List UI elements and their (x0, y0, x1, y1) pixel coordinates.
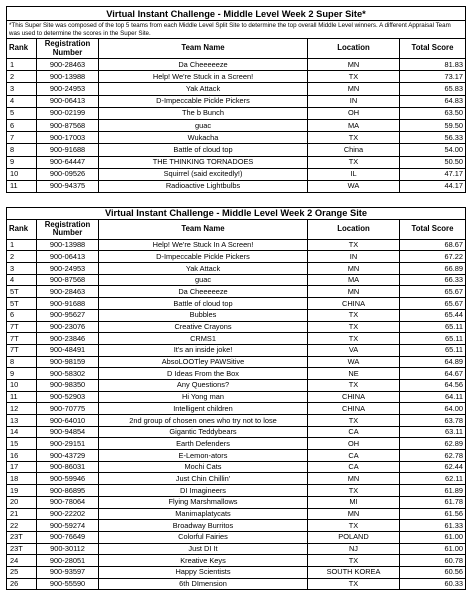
team-name-cell: Battle of cloud top (99, 298, 308, 310)
location-cell: IN (308, 95, 400, 107)
team-name-cell: CRMS1 (99, 333, 308, 345)
total-score-cell: 59.50 (400, 119, 466, 131)
team-name-cell: Da Cheeeeeze (99, 59, 308, 71)
header-row (7, 219, 466, 239)
team-name-cell: Gigantic Teddybears (99, 426, 308, 438)
registration-number-cell: 900-58302 (37, 368, 99, 380)
total-score-cell: 65.67 (400, 286, 466, 298)
total-score-cell: 64.11 (400, 391, 466, 403)
registration-number-cell: 900-24953 (37, 263, 99, 275)
rank-cell: 2 (7, 71, 37, 83)
registration-number-cell: 900-24953 (37, 83, 99, 95)
total-score-cell: 50.50 (400, 156, 466, 168)
rank-cell: 11 (7, 391, 37, 403)
team-name-cell: Earth Defenders (99, 438, 308, 450)
location-cell: MN (308, 263, 400, 275)
registration-number-cell: 900-29151 (37, 438, 99, 450)
rank-cell: 7T (7, 321, 37, 333)
team-name-cell: THE THINKING TORNADOES (99, 156, 308, 168)
table-row (7, 461, 466, 473)
table-row (7, 426, 466, 438)
registration-number-cell: 900-17003 (37, 132, 99, 144)
total-score-cell: 64.67 (400, 368, 466, 380)
total-score-cell: 67.22 (400, 251, 466, 263)
team-name-cell: Any Questions? (99, 379, 308, 391)
team-name-cell: Da Cheeeeeze (99, 286, 308, 298)
team-name-cell: Squirrel (said excitedly!) (99, 168, 308, 180)
total-score-cell: 62.44 (400, 461, 466, 473)
header-row (7, 39, 466, 59)
rank-cell: 4 (7, 95, 37, 107)
registration-number-cell: 900-70775 (37, 403, 99, 415)
registration-number-cell: 900-93597 (37, 566, 99, 578)
rank-cell: 25 (7, 566, 37, 578)
total-score-cell: 64.89 (400, 356, 466, 368)
total-score-cell: 65.11 (400, 333, 466, 345)
registration-number-cell: 900-86031 (37, 461, 99, 473)
registration-number-cell: 900-13988 (37, 71, 99, 83)
team-name-cell: Wukacha (99, 132, 308, 144)
table-row (7, 391, 466, 403)
team-name-cell: Creative Crayons (99, 321, 308, 333)
location-cell: CA (308, 450, 400, 462)
total-score-cell: 62.11 (400, 473, 466, 485)
rank-cell: 2 (7, 251, 37, 263)
location-cell: IN (308, 251, 400, 263)
team-name-cell: D Ideas From the Box (99, 368, 308, 380)
location-cell: CHINA (308, 298, 400, 310)
table-body (7, 239, 466, 590)
location-cell: TX (308, 132, 400, 144)
location-cell: POLAND (308, 531, 400, 543)
table-row (7, 144, 466, 156)
total-score-cell: 81.83 (400, 59, 466, 71)
rank-cell: 18 (7, 473, 37, 485)
total-score-cell: 63.11 (400, 426, 466, 438)
team-name-cell: Mochi Cats (99, 461, 308, 473)
total-score-cell: 61.78 (400, 496, 466, 508)
table-row (7, 450, 466, 462)
table-row (7, 508, 466, 520)
total-score-cell: 63.78 (400, 415, 466, 427)
registration-number-cell: 900-13988 (37, 239, 99, 251)
team-name-cell: Help! We're Stuck In A Screen! (99, 239, 308, 251)
registration-number-cell: 900-78064 (37, 496, 99, 508)
location-cell: TX (308, 485, 400, 497)
team-name-cell: Intelligent children (99, 403, 308, 415)
table-row (7, 251, 466, 263)
rank-cell: 20 (7, 496, 37, 508)
location-cell: MN (308, 508, 400, 520)
table-row (7, 298, 466, 310)
rank-cell: 9 (7, 368, 37, 380)
registration-number-cell: 900-94375 (37, 180, 99, 192)
location-cell: CA (308, 426, 400, 438)
registration-number-cell: 900-28463 (37, 59, 99, 71)
rank-cell: 11 (7, 180, 37, 192)
table-row (7, 156, 466, 168)
location-cell: TX (308, 309, 400, 321)
rank-cell: 1 (7, 59, 37, 71)
rank-cell: 3 (7, 263, 37, 275)
location-cell: MN (308, 473, 400, 485)
rank-cell: 7T (7, 344, 37, 356)
registration-number-cell: 900-94854 (37, 426, 99, 438)
table-row (7, 344, 466, 356)
registration-number-cell: 900-87568 (37, 274, 99, 286)
location-cell: WA (308, 356, 400, 368)
total-score-header: Total Score (400, 219, 466, 239)
rank-cell: 5T (7, 298, 37, 310)
rank-cell: 10 (7, 379, 37, 391)
team-name-cell: Colorful Fairies (99, 531, 308, 543)
table-row (7, 119, 466, 131)
rank-cell: 10 (7, 168, 37, 180)
table-row (7, 356, 466, 368)
registration-number-cell: 900-59946 (37, 473, 99, 485)
rank-cell: 15 (7, 438, 37, 450)
location-cell: China (308, 144, 400, 156)
registration-number-cell: 900-30112 (37, 543, 99, 555)
team-name-cell: The b Bunch (99, 107, 308, 119)
rank-cell: 19 (7, 485, 37, 497)
registration-number-cell: 900-23846 (37, 333, 99, 345)
table-row (7, 274, 466, 286)
location-cell: TX (308, 71, 400, 83)
rank-cell: 23T (7, 543, 37, 555)
table-row (7, 415, 466, 427)
orange-site-results-table (6, 207, 466, 590)
rank-cell: 4 (7, 274, 37, 286)
rank-cell: 17 (7, 461, 37, 473)
table-row (7, 543, 466, 555)
rank-cell: 7T (7, 333, 37, 345)
total-score-cell: 68.67 (400, 239, 466, 251)
team-name-cell: Help! We're Stuck in a Screen! (99, 71, 308, 83)
location-cell: TX (308, 379, 400, 391)
total-score-cell: 61.33 (400, 520, 466, 532)
table-row (7, 107, 466, 119)
total-score-cell: 64.56 (400, 379, 466, 391)
location-cell: MN (308, 286, 400, 298)
total-score-cell: 65.67 (400, 298, 466, 310)
registration-number-cell: 900-06413 (37, 95, 99, 107)
team-name-cell: DI Imagineers (99, 485, 308, 497)
team-name-cell: AbsoLOOTley PAWSitive (99, 356, 308, 368)
registration-number-cell: 900-91688 (37, 298, 99, 310)
rank-cell: 8 (7, 356, 37, 368)
total-score-cell: 54.00 (400, 144, 466, 156)
location-cell: CHINA (308, 403, 400, 415)
team-name-cell: Broadway Burritos (99, 520, 308, 532)
team-name-cell: 6th DImension (99, 578, 308, 590)
team-name-cell: Flying Marshmallows (99, 496, 308, 508)
table-row (7, 333, 466, 345)
location-cell: OH (308, 438, 400, 450)
table-row (7, 485, 466, 497)
registration-number-cell: 900-91688 (37, 144, 99, 156)
rank-cell: 5 (7, 107, 37, 119)
total-score-cell: 61.56 (400, 508, 466, 520)
registration-number-cell: 900-23076 (37, 321, 99, 333)
super-site-results-table (6, 6, 466, 193)
table-row (7, 531, 466, 543)
location-cell: NE (308, 368, 400, 380)
total-score-cell: 56.33 (400, 132, 466, 144)
rank-cell: 8 (7, 144, 37, 156)
rank-header: Rank (7, 219, 37, 239)
table-row (7, 566, 466, 578)
registration-number-header: Registration Number (37, 219, 99, 239)
registration-number-cell: 900-98159 (37, 356, 99, 368)
location-cell: TX (308, 321, 400, 333)
table-body (7, 59, 466, 193)
table-row (7, 403, 466, 415)
team-name-cell: Happy Scientists (99, 566, 308, 578)
table-row (7, 71, 466, 83)
table-row (7, 321, 466, 333)
team-name-cell: D-Impeccable Pickle Pickers (99, 95, 308, 107)
table-row (7, 520, 466, 532)
table-row (7, 83, 466, 95)
rank-cell: 1 (7, 239, 37, 251)
table-row (7, 555, 466, 567)
rank-cell: 7 (7, 132, 37, 144)
location-cell: VA (308, 344, 400, 356)
table-row (7, 379, 466, 391)
rank-cell: 6 (7, 119, 37, 131)
location-cell: MN (308, 83, 400, 95)
rank-cell: 12 (7, 403, 37, 415)
location-cell: TX (308, 578, 400, 590)
team-name-header: Team Name (99, 219, 308, 239)
table-row (7, 578, 466, 590)
location-cell: OH (308, 107, 400, 119)
rank-cell: 16 (7, 450, 37, 462)
rank-cell: 13 (7, 415, 37, 427)
rank-cell: 5T (7, 286, 37, 298)
total-score-cell: 63.50 (400, 107, 466, 119)
rank-cell: 22 (7, 520, 37, 532)
registration-number-cell: 900-59274 (37, 520, 99, 532)
location-cell: TX (308, 415, 400, 427)
table-row (7, 239, 466, 251)
registration-number-cell: 900-76649 (37, 531, 99, 543)
table-row (7, 438, 466, 450)
rank-cell: 3 (7, 83, 37, 95)
team-name-cell: Kreative Keys (99, 555, 308, 567)
location-cell: TX (308, 333, 400, 345)
registration-number-header: Registration Number (37, 39, 99, 59)
registration-number-cell: 900-22202 (37, 508, 99, 520)
table-row (7, 473, 466, 485)
total-score-cell: 65.11 (400, 321, 466, 333)
registration-number-cell: 900-09526 (37, 168, 99, 180)
team-name-cell: Just DI It (99, 543, 308, 555)
registration-number-cell: 900-52903 (37, 391, 99, 403)
location-cell: TX (308, 520, 400, 532)
rank-cell: 6 (7, 309, 37, 321)
rank-header: Rank (7, 39, 37, 59)
team-name-cell: It's an inside joke! (99, 344, 308, 356)
location-header: Location (308, 219, 400, 239)
location-cell: CHINA (308, 391, 400, 403)
rank-cell: 23T (7, 531, 37, 543)
total-score-cell: 64.83 (400, 95, 466, 107)
rank-cell: 9 (7, 156, 37, 168)
total-score-cell: 47.17 (400, 168, 466, 180)
registration-number-cell: 900-95627 (37, 309, 99, 321)
team-name-cell: Bubbles (99, 309, 308, 321)
location-cell: WA (308, 180, 400, 192)
team-name-cell: Manimaplatycats (99, 508, 308, 520)
table-row (7, 496, 466, 508)
location-cell: TX (308, 555, 400, 567)
registration-number-cell: 900-02199 (37, 107, 99, 119)
location-cell: TX (308, 239, 400, 251)
total-score-cell: 64.00 (400, 403, 466, 415)
total-score-cell: 44.17 (400, 180, 466, 192)
total-score-cell: 65.83 (400, 83, 466, 95)
team-name-cell: guac (99, 119, 308, 131)
team-name-cell: 2nd group of chosen ones who try not to lose (99, 415, 308, 427)
location-cell: TX (308, 156, 400, 168)
registration-number-cell: 900-64010 (37, 415, 99, 427)
team-name-cell: guac (99, 274, 308, 286)
registration-number-cell: 900-28463 (37, 286, 99, 298)
team-name-cell: Yak Attack (99, 83, 308, 95)
table-row (7, 168, 466, 180)
rank-cell: 24 (7, 555, 37, 567)
team-name-cell: E-Lemon-ators (99, 450, 308, 462)
team-name-cell: Battle of cloud top (99, 144, 308, 156)
total-score-cell: 66.89 (400, 263, 466, 275)
location-cell: CA (308, 461, 400, 473)
team-name-cell: Just Chin Chillin' (99, 473, 308, 485)
total-score-cell: 62.89 (400, 438, 466, 450)
location-cell: IL (308, 168, 400, 180)
total-score-cell: 61.89 (400, 485, 466, 497)
total-score-cell: 61.00 (400, 543, 466, 555)
total-score-header: Total Score (400, 39, 466, 59)
table-row (7, 263, 466, 275)
registration-number-cell: 900-86895 (37, 485, 99, 497)
rank-cell: 26 (7, 578, 37, 590)
total-score-cell: 65.11 (400, 344, 466, 356)
registration-number-cell: 900-48491 (37, 344, 99, 356)
location-header: Location (308, 39, 400, 59)
location-cell: MA (308, 274, 400, 286)
team-name-cell: Hi Yong man (99, 391, 308, 403)
registration-number-cell: 900-98350 (37, 379, 99, 391)
total-score-cell: 73.17 (400, 71, 466, 83)
total-score-cell: 66.33 (400, 274, 466, 286)
team-name-header: Team Name (99, 39, 308, 59)
table-row (7, 286, 466, 298)
registration-number-cell: 900-43729 (37, 450, 99, 462)
team-name-cell: D-Impeccable Pickle Pickers (99, 251, 308, 263)
total-score-cell: 61.00 (400, 531, 466, 543)
total-score-cell: 62.78 (400, 450, 466, 462)
table-row (7, 59, 466, 71)
table-row (7, 368, 466, 380)
location-cell: SOUTH KOREA (308, 566, 400, 578)
registration-number-cell: 900-28051 (37, 555, 99, 567)
registration-number-cell: 900-06413 (37, 251, 99, 263)
total-score-cell: 65.44 (400, 309, 466, 321)
table-title: Virtual Instant Challenge - Middle Level Week 2 Super Site* (7, 7, 466, 21)
total-score-cell: 60.56 (400, 566, 466, 578)
rank-cell: 21 (7, 508, 37, 520)
table-row (7, 132, 466, 144)
location-cell: MI (308, 496, 400, 508)
registration-number-cell: 900-55590 (37, 578, 99, 590)
registration-number-cell: 900-87568 (37, 119, 99, 131)
table-row (7, 180, 466, 192)
location-cell: MN (308, 59, 400, 71)
team-name-cell: Radioactive Lightbulbs (99, 180, 308, 192)
location-cell: MA (308, 119, 400, 131)
location-cell: NJ (308, 543, 400, 555)
table-title: Virtual Instant Challenge - Middle Level Week 2 Orange Site (7, 208, 466, 220)
rank-cell: 14 (7, 426, 37, 438)
total-score-cell: 60.78 (400, 555, 466, 567)
registration-number-cell: 900-64447 (37, 156, 99, 168)
table-row (7, 95, 466, 107)
total-score-cell: 60.33 (400, 578, 466, 590)
team-name-cell: Yak Attack (99, 263, 308, 275)
table-footnote: *This Super Site was composed of the top 5 teams from each Middle Level Split Site to determine the top overall Middle Level winners. A different Appraisal Team was used to determine the scores in the Super Site. (7, 21, 466, 39)
table-row (7, 309, 466, 321)
